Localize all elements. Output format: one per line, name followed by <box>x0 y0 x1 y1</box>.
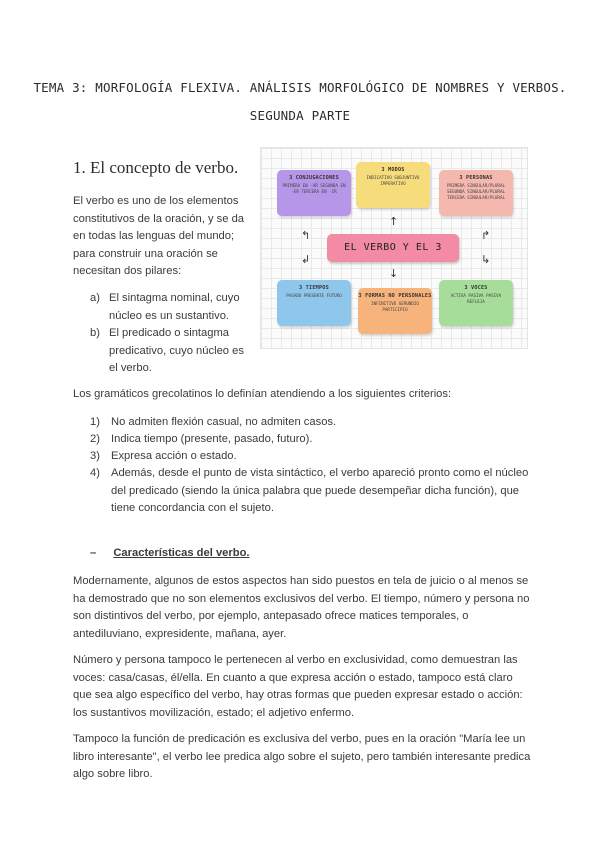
arrow-icon: ↰ <box>301 229 311 242</box>
document-subtitle: SEGUNDA PARTE <box>249 108 351 123</box>
list-marker: b) <box>90 327 100 339</box>
card-title: 3 TIEMPOS <box>299 285 329 291</box>
list-text: Indica tiempo (presente, pasado, futuro). <box>111 433 313 445</box>
document-title: TEMA 3: MORFOLOGÍA FLEXIVA. ANÁLISIS MORFOLÓGICO DE NOMBRES Y VERBOS. <box>33 80 567 95</box>
intro-paragraph: El verbo es uno de los elementos constitutivos de la oración, y se da en todas las lenguas del mundo; para construir una oración se necesitan dos pilares: <box>73 195 245 277</box>
card-body: PRIMERA EN -AR SEGUNDA EN -ER TERCERA EN -IR <box>282 183 346 194</box>
criteria-item <box>90 465 530 518</box>
arrow-up-icon: ↑ <box>389 215 399 228</box>
card-body: PRIMERA SINGULAR/PLURAL SEGUNDA SINGULAR/PLURAL TERCERA SINGULAR/PLURAL <box>447 183 505 200</box>
card-title: 3 VOCES <box>464 285 488 291</box>
list-text: Expresa acción o estado. <box>111 450 237 462</box>
subheading-marker: – <box>90 547 97 559</box>
diagram-card-voces <box>439 280 513 326</box>
pillar-item <box>90 325 255 378</box>
subheading-text: Características del verbo. <box>113 547 250 559</box>
list-marker: 1) <box>90 416 100 428</box>
card-body: ACTIVA PASIVA PASIVA REFLEJA <box>450 293 502 304</box>
verb-diagram <box>260 147 528 349</box>
card-title: 3 PERSONAS <box>459 175 493 181</box>
card-title: 3 FORMAS NO PERSONALES <box>358 293 432 299</box>
list-marker: a) <box>90 292 100 304</box>
criteria-item <box>90 448 530 466</box>
paragraph: Tampoco la función de predicación es exclusiva del verbo, pues en la oración "María lee un libro interesante", el verbo lee predica algo sobre el sujeto, pero también interesante predica algo sobre libro. <box>73 733 531 780</box>
card-body: PASADO PRESENTE FUTURO <box>286 293 342 298</box>
subheading <box>90 545 490 563</box>
list-marker: 4) <box>90 467 100 479</box>
arrow-icon: ↳ <box>481 253 491 266</box>
diagram-card-modos <box>356 162 430 208</box>
diagram-card-conjugaciones <box>277 170 351 216</box>
diagram-center: EL VERBO Y EL 3 <box>327 234 459 262</box>
pillar-item <box>90 290 255 325</box>
paragraph: Número y persona tampoco le pertenecen al verbo en exclusividad, como demuestran las voces: casa/casas, él/ella. En cuanto a que expresa acción o estado, tampoco está claro que sea algo específico del verbo, hay otras formas que pueden expresar estado o acción: los sustantivos movilización, estado; el adjetivo enfermo. <box>73 654 523 719</box>
diagram-card-tiempos <box>277 280 351 326</box>
list-text: Además, desde el punto de vista sintáctico, el verbo apareció pronto como el núcleo del predicado (siendo la única palabra que puede desempeñar dicha función), que tiene concordancia con el sujeto. <box>111 467 529 514</box>
paragraph: Modernamente, algunos de estos aspectos han sido puestos en tela de juicio o al menos se ha demostrado que no son elementos exclusivos del verbo. El tiempo, número y persona no son distintivos del verbo, por ejemplo, antepasado ofrece matices temporales, o antediluviano, expresidente, mañana, ayer. <box>73 575 530 640</box>
card-title: 3 CONJUGACIONES <box>289 175 339 181</box>
card-body: INFINITIVO GERUNDIO PARTICIPIO <box>371 301 419 312</box>
diagram-card-formas <box>358 288 432 334</box>
arrow-down-icon: ↓ <box>389 267 399 280</box>
criteria-intro: Los gramáticos grecolatinos lo definían atendiendo a los siguientes criterios: <box>73 388 452 400</box>
arrow-icon: ↲ <box>301 253 311 266</box>
criteria-item <box>90 431 530 449</box>
arrow-icon: ↱ <box>481 229 491 242</box>
list-text: No admiten flexión casual, no admiten casos. <box>111 416 337 428</box>
list-marker: 3) <box>90 450 100 462</box>
card-title: 3 MODOS <box>381 167 405 173</box>
card-body: INDICATIVO SUBJUNTIVO IMPERATIVO <box>366 175 420 186</box>
criteria-item <box>90 414 530 432</box>
list-text: El predicado o sintagma predicativo, cuyo núcleo es el verbo. <box>109 327 244 374</box>
list-text: El sintagma nominal, cuyo núcleo es un sustantivo. <box>109 292 240 322</box>
diagram-card-personas <box>439 170 513 216</box>
list-marker: 2) <box>90 433 100 445</box>
section-heading: 1. El concepto de verbo. <box>73 158 239 177</box>
